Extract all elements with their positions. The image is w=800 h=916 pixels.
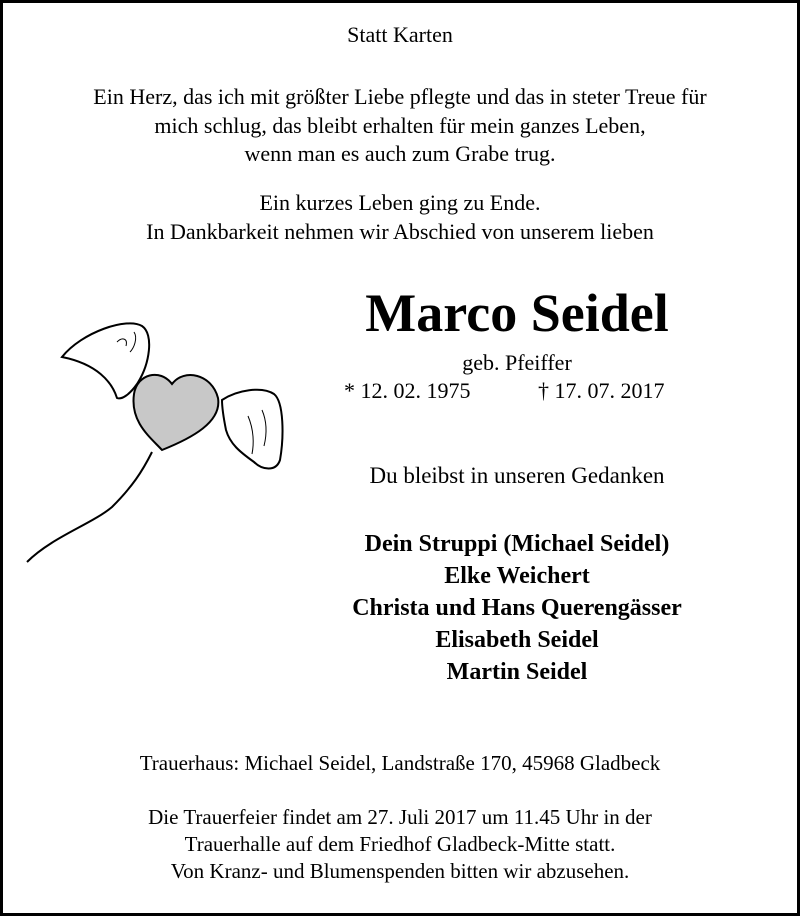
deceased-name: Marco Seidel (365, 283, 669, 343)
birth-name: geb. Pfeiffer (462, 350, 572, 375)
ceremony-line-3: Von Kranz- und Blumenspenden bitten wir abzusehen. (170, 859, 630, 883)
mourner-1: Dein Struppi (Michael Seidel) (364, 531, 670, 557)
intro-line-1: Ein kurzes Leben ging zu Ende. (259, 190, 541, 215)
statt-karten: Statt Karten (347, 22, 453, 47)
winged-heart-icon (22, 312, 302, 582)
address-line: Trauerhaus: Michael Seidel, Landstraße 170, 45968 Gladbeck (139, 751, 661, 775)
birth-date: * 12. 02. 1975 (344, 378, 471, 403)
death-date: † 17. 07. 2017 (538, 378, 665, 403)
heart-shape (133, 375, 218, 450)
ceremony-line-1: Die Trauerfeier findet am 27. Juli 2017 um 11.45 Uhr in der (148, 805, 652, 829)
mourner-3: Christa und Hans Querengässer (352, 595, 682, 621)
intro-line-2: In Dankbarkeit nehmen wir Abschied von unserem lieben (146, 219, 654, 244)
mourner-4: Elisabeth Seidel (435, 627, 599, 653)
remembrance-text: Du bleibst in unseren Gedanken (369, 463, 665, 488)
ceremony-line-2: Trauerhalle auf dem Friedhof Gladbeck-Mitte statt. (184, 832, 616, 856)
poem-line-3: wenn man es auch zum Grabe trug. (244, 141, 556, 166)
mourner-5: Martin Seidel (446, 659, 588, 685)
heart-string (27, 452, 152, 562)
mourner-2: Elke Weichert (444, 563, 590, 589)
poem-line-2: mich schlug, das bleibt erhalten für mein ganzes Leben, (154, 113, 646, 138)
poem-line-1: Ein Herz, das ich mit größter Liebe pflegte und das in steter Treue für (93, 84, 707, 109)
